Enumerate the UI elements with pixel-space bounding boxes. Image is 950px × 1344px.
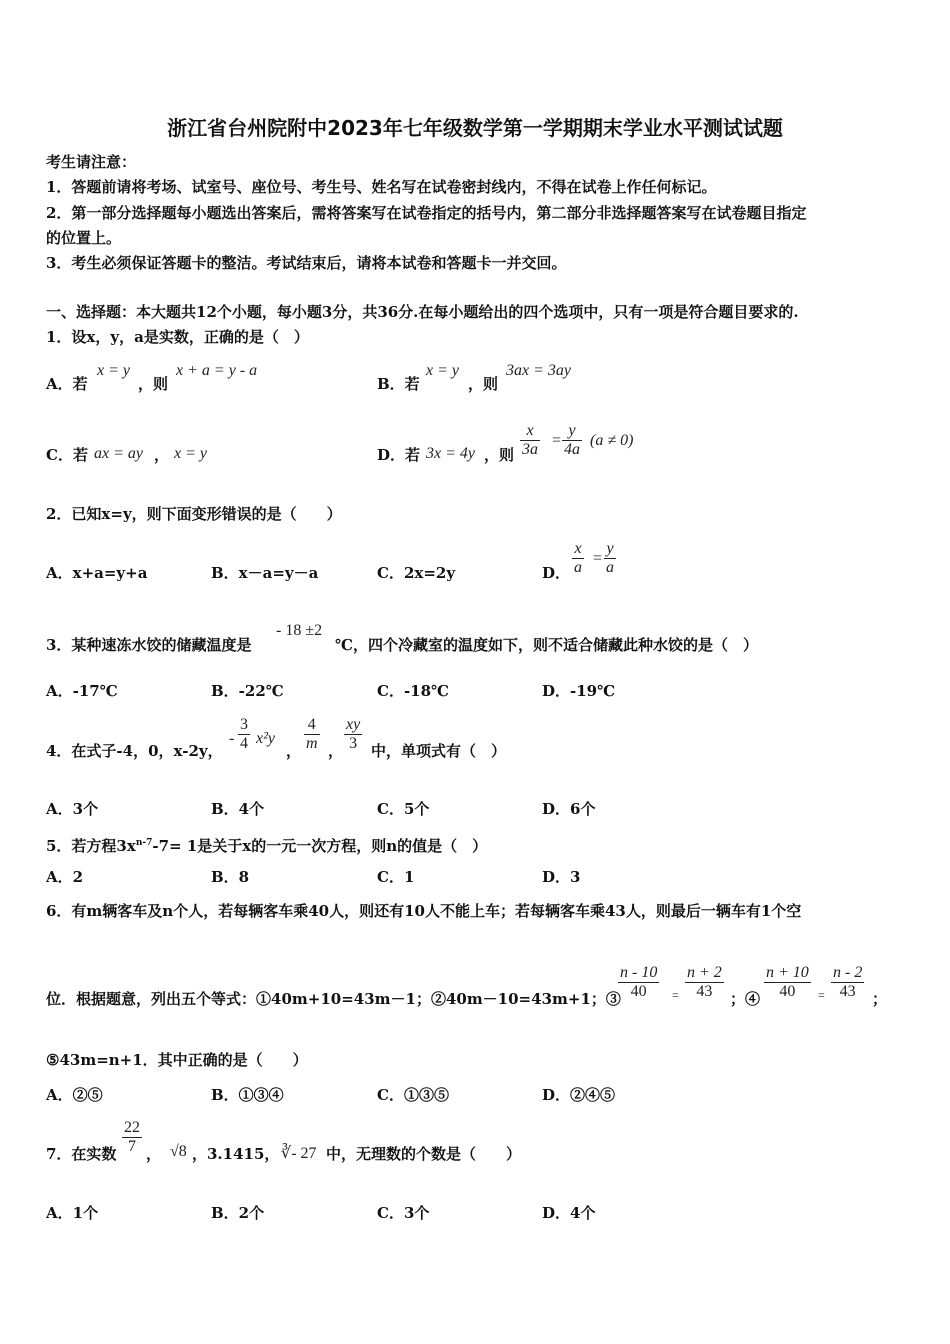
math: = bbox=[672, 988, 679, 1002]
q5-stem-end: -7= 1是关于x的一元一次方程，则n的值是（ ） bbox=[152, 837, 488, 855]
math: = bbox=[551, 432, 562, 449]
exponent: n-7 bbox=[135, 838, 153, 848]
fraction: y a bbox=[606, 540, 614, 576]
question-6-stem-2: 位．根据题意，列出五个等式：①40m+10=43m－1；②40m－10=43m+1；③ bbox=[46, 990, 621, 1008]
fraction: x 3a bbox=[522, 422, 538, 458]
math: - 18 ±2 bbox=[276, 622, 323, 639]
fraction: n - 2 43 bbox=[833, 964, 863, 1000]
label: ， bbox=[286, 742, 302, 760]
label: ， bbox=[328, 742, 344, 760]
q4-option-d: D．6个 bbox=[542, 800, 596, 818]
q3-option-d: D．-19℃ bbox=[542, 682, 616, 700]
q1-option-c: C．若 bbox=[46, 446, 88, 464]
question-4-stem-end: 中，单项式有（ ） bbox=[371, 742, 507, 760]
label: ； bbox=[872, 990, 888, 1008]
q6-option-a: A．②⑤ bbox=[46, 1086, 103, 1104]
fraction: 3 4 bbox=[240, 716, 248, 752]
question-6-stem: 6．有m辆客车及n个人，若每辆客车乘40人，则还有10人不能上车；若每辆客车乘43人，则最后一辆车有1个空 bbox=[46, 902, 802, 920]
q1-option-d: D．若 bbox=[377, 446, 421, 464]
math: x = y bbox=[174, 445, 207, 462]
q6-option-c: C．①③⑤ bbox=[377, 1086, 449, 1104]
q5-option-c: C．1 bbox=[377, 868, 415, 886]
q4-option-c: C．5个 bbox=[377, 800, 430, 818]
math: ax = ay bbox=[94, 445, 143, 462]
q5-option-b: B．8 bbox=[211, 868, 250, 886]
question-1-stem: 1．设x，y，a是实数，正确的是（ ） bbox=[46, 328, 309, 346]
question-7-stem-end: 中，无理数的个数是（ ） bbox=[326, 1145, 522, 1163]
math: x = y bbox=[97, 362, 130, 379]
question-4-stem: 4．在式子-4，0，x-2y， bbox=[46, 742, 223, 760]
q3-option-b: B．-22℃ bbox=[211, 682, 284, 700]
math: x = y bbox=[426, 362, 459, 379]
label: ；④ bbox=[730, 990, 761, 1008]
section-heading: 一、选择题：本大题共12个小题，每小题3分，共36分.在每小题给出的四个选项中，只有一项是符合题目要求的. bbox=[46, 303, 799, 321]
q5-stem-start: 5．若方程3x bbox=[46, 837, 136, 855]
page-title: 浙江省台州院附中2023年七年级数学第一学期期末学业水平测试试题 bbox=[167, 116, 783, 140]
question-3-stem-end: ℃，四个冷藏室的温度如下，则不适合储藏此种水饺的是（ ） bbox=[335, 636, 758, 654]
label: ， bbox=[154, 446, 170, 464]
notice-heading: 考生请注意： bbox=[46, 153, 137, 171]
math: - bbox=[229, 730, 235, 747]
q2-option-d: D． bbox=[542, 564, 571, 582]
question-7-stem: 7．在实数 bbox=[46, 1145, 117, 1163]
q7-option-c: C．3个 bbox=[377, 1204, 430, 1222]
q4-option-a: A．3个 bbox=[46, 800, 99, 818]
question-2-stem: 2．已知x=y，则下面变形错误的是（ ） bbox=[46, 505, 342, 523]
fraction: n - 10 40 bbox=[620, 964, 658, 1000]
question-3-stem: 3．某种速冻水饺的储藏温度是 bbox=[46, 636, 252, 654]
q5-option-d: D．3 bbox=[542, 868, 581, 886]
q7-option-d: D．4个 bbox=[542, 1204, 596, 1222]
q3-option-a: A．-17℃ bbox=[46, 682, 118, 700]
fraction: 22 7 bbox=[124, 1119, 140, 1155]
q4-option-b: B．4个 bbox=[211, 800, 265, 818]
q6-option-d: D．②④⑤ bbox=[542, 1086, 616, 1104]
notice-item: 的位置上。 bbox=[46, 229, 122, 247]
math: x²y bbox=[256, 730, 275, 747]
label: ， bbox=[146, 1145, 162, 1163]
q7-option-b: B．2个 bbox=[211, 1204, 265, 1222]
q3-option-c: C．-18℃ bbox=[377, 682, 450, 700]
label: ，则 bbox=[468, 375, 499, 393]
q5-option-a: A．2 bbox=[46, 868, 84, 886]
notice-item: 3．考生必须保证答题卡的整洁。考试结束后，请将本试卷和答题卡一并交回。 bbox=[46, 254, 567, 272]
fraction: x a bbox=[574, 540, 582, 576]
fraction: n + 2 43 bbox=[687, 964, 722, 1000]
question-6-stem-3: ⑤43m=n+1．其中正确的是（ ） bbox=[46, 1051, 308, 1069]
math: 3x = 4y bbox=[426, 445, 475, 462]
q2-option-a: A．x+a=y+a bbox=[46, 564, 148, 582]
math: √8 bbox=[170, 1143, 187, 1160]
q7-option-a: A．1个 bbox=[46, 1204, 99, 1222]
fraction: xy 3 bbox=[346, 716, 361, 752]
math: = bbox=[818, 988, 825, 1002]
math: = bbox=[592, 550, 603, 567]
math: ∛- 27 bbox=[281, 1145, 317, 1162]
notice-item: 1．答题前请将考场、试室号、座位号、考生号、姓名写在试卷密封线内，不得在试卷上作任何标记。 bbox=[46, 178, 717, 196]
q1-option-b: B．若 bbox=[377, 375, 420, 393]
question-5-stem bbox=[46, 833, 487, 856]
math: x + a = y - a bbox=[176, 362, 258, 379]
q1-option-a: A．若 bbox=[46, 375, 88, 393]
q6-option-b: B．①③④ bbox=[211, 1086, 284, 1104]
label: ，则 bbox=[138, 375, 169, 393]
label: ，则 bbox=[484, 446, 515, 464]
fraction: n + 10 40 bbox=[766, 964, 809, 1000]
fraction: 4 m bbox=[306, 716, 318, 752]
q2-option-c: C．2x=2y bbox=[377, 564, 456, 582]
fraction: y 4a bbox=[564, 422, 580, 458]
math: (a ≠ 0) bbox=[590, 432, 634, 449]
notice-item: 2．第一部分选择题每小题选出答案后，需将答案写在试卷指定的括号内，第二部分非选择题答案写在试卷题目指定 bbox=[46, 204, 807, 222]
q2-option-b: B．x－a=y－a bbox=[211, 564, 319, 582]
label: ，3.1415， bbox=[192, 1145, 280, 1163]
math: 3ax = 3ay bbox=[506, 362, 571, 379]
